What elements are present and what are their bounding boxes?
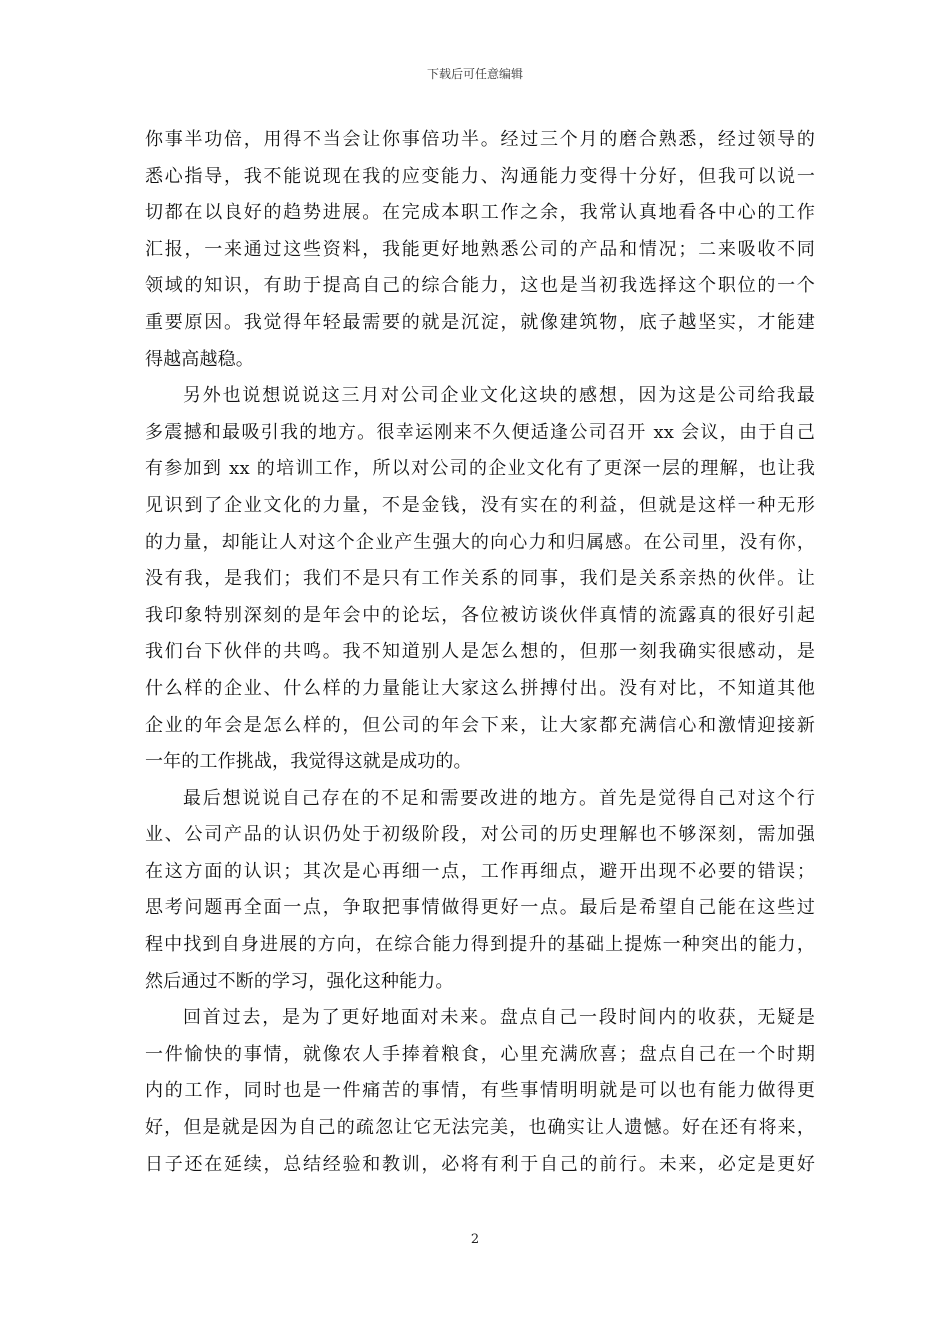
text-line: 另外也说想说说这三月对公司企业文化这块的感想，因为这是公司给我最	[183, 385, 815, 407]
text-line: 然后通过不断的学习，强化这种能力。	[145, 970, 454, 992]
text-line: 悉心指导，我不能说现在我的应变能力、沟通能力变得十分好，但我可以说一	[145, 165, 815, 187]
text-line: 汇报，一来通过这些资料，我能更好地熟悉公司的产品和情况；二来吸收不同	[145, 238, 815, 260]
text-line: 的力量，却能让人对这个企业产生强大的向心力和归属感。在公司里，没有你，	[145, 531, 815, 553]
paragraph-1	[145, 122, 815, 378]
text-line: 多震撼和最吸引我的地方。很幸运刚来不久便适逢公司召开 xx 会议，由于自己	[145, 421, 815, 443]
document-body	[145, 122, 815, 1183]
text-line: 没有我，是我们；我们不是只有工作关系的同事，我们是关系亲热的伙伴。让	[145, 568, 815, 590]
text-line: 业、公司产品的认识仍处于初级阶段，对公司的历史理解也不够深刻，需加强	[145, 824, 815, 846]
text-line: 最后想说说自己存在的不足和需要改进的地方。首先是觉得自己对这个行	[183, 787, 815, 809]
text-line: 我印象特别深刻的是年会中的论坛，各位被访谈伙伴真情的流露真的很好引起	[145, 604, 815, 626]
paragraph-2	[145, 378, 815, 781]
text-line: 程中找到自身进展的方向，在综合能力得到提升的基础上提炼一种突出的能力，	[145, 934, 815, 956]
text-line: 得越高越稳。	[145, 348, 254, 370]
text-line: 一件愉快的事情，就像农人手捧着粮食，心里充满欣喜；盘点自己在一个时期	[145, 1043, 815, 1065]
text-line: 回首过去，是为了更好地面对未来。盘点自己一段时间内的收获，无疑是	[183, 1007, 815, 1029]
page-number: 2	[470, 1232, 480, 1247]
text-line: 你事半功倍，用得不当会让你事倍功半。经过三个月的磨合熟悉，经过领导的	[145, 129, 815, 150]
text-line: 切都在以良好的趋势进展。在完成本职工作之余，我常认真地看各中心的工作	[145, 202, 815, 224]
text-line: 好，但是就是因为自己的疏忽让它无法完美，也确实让人遗憾。好在还有将来，	[145, 1117, 815, 1139]
text-line: 什么样的企业、什么样的力量能让大家这么拼搏付出。没有对比，不知道其他	[145, 677, 815, 699]
text-line: 领域的知识，有助于提高自己的综合能力，这也是当初我选择这个职位的一个	[145, 275, 815, 297]
text-line: 企业的年会是怎么样的，但公司的年会下来，让大家都充满信心和激情迎接新	[145, 714, 815, 736]
text-line: 一年的工作挑战，我觉得这就是成功的。	[145, 751, 472, 773]
text-line: 有参加到 xx 的培训工作，所以对公司的企业文化有了更深一层的理解，也让我	[145, 458, 815, 480]
text-line: 在这方面的认识；其次是心再细一点，工作再细点，避开出现不必要的错误；	[145, 860, 815, 882]
text-line: 思考问题再全面一点，争取把事情做得更好一点。最后是希望自己能在这些过	[145, 897, 815, 919]
page-header: 下载后可任意编辑	[426, 67, 523, 81]
text-line: 见识到了企业文化的力量，不是金钱，没有实在的利益，但就是这样一种无形	[145, 494, 815, 516]
paragraph-3	[145, 781, 815, 1001]
text-line: 日子还在延续，总结经验和教训，必将有利于自己的前行。未来，必定是更好	[145, 1153, 815, 1175]
text-line: 内的工作，同时也是一件痛苦的事情，有些事情明明就是可以也有能力做得更	[145, 1080, 815, 1102]
paragraph-4	[145, 1000, 815, 1183]
text-line: 重要原因。我觉得年轻最需要的就是沉淀，就像建筑物，底子越坚实，才能建	[145, 311, 815, 333]
text-line: 我们台下伙伴的共鸣。我不知道别人是怎么想的，但那一刻我确实很感动，是	[145, 641, 815, 663]
